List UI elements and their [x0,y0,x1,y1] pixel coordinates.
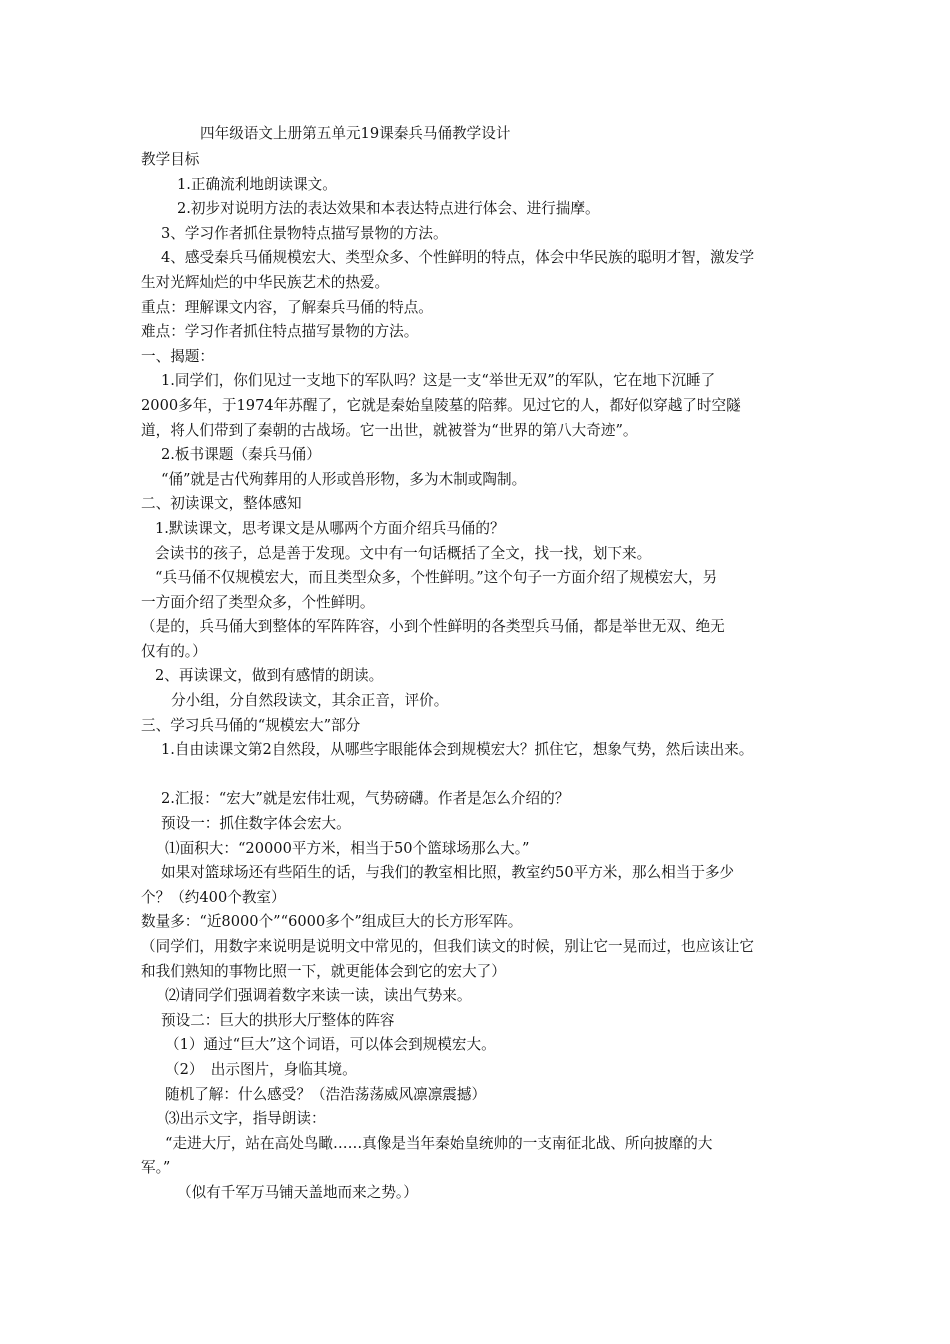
paragraph-line: ⑵请同学们强调着数字来读一读，读出气势来。 [165,987,472,1005]
document-body [141,148,821,1206]
paragraph-line: 4、感受秦兵马俑规模宏大、类型众多、个性鲜明的特点，体会中华民族的聪明才智，激发学 [161,249,755,267]
paragraph-line: （似有千军万马铺天盖地而来之势。） [177,1183,418,1201]
paragraph-line: 仅有的。） [141,642,207,660]
paragraph-line: 一、揭题： [141,347,214,365]
paragraph-line: 2.汇报：“宏大”就是宏伟壮观，气势磅礴。作者是怎么介绍的？ [161,790,570,808]
paragraph-line: ⑴面积大：“20000平方米，相当于50个篮球场那么大。” [165,839,530,857]
paragraph-line: 道，将人们带到了秦朝的古战场。它一出世，就被誉为“世界的第八大奇迹”。 [141,421,638,439]
paragraph-line: 1.同学们，你们见过一支地下的军队吗？这是一支“举世无双”的军队，它在地下沉睡了 [161,372,716,390]
paragraph-line: “兵马俑不仅规模宏大，而且类型众多，个性鲜明。”这个句子一方面介绍了规模宏大，另 [155,569,718,587]
paragraph-line: （1）通过“巨大”这个词语，可以体会到规模宏大。 [165,1036,496,1054]
document-title: 四年级语文上册第五单元19课秦兵马俑教学设计 [200,125,511,142]
paragraph-line: 会读书的孩子，总是善于发现。文中有一句话概括了全文，找一找，划下来。 [155,544,652,562]
paragraph-line: 2.初步对说明方法的表达效果和本表达特点进行体会、进行揣摩。 [177,200,600,218]
paragraph-line: 和我们熟知的事物比照一下，就更能体会到它的宏大了） [141,962,506,980]
paragraph-line: “俑”就是古代殉葬用的人形或兽形物，多为木制或陶制。 [161,470,527,488]
paragraph-line: （是的，兵马俑大到整体的军阵阵容，小到个性鲜明的各类型兵马俑，都是举世无双、绝无 [141,618,725,636]
paragraph-line: 2.板书课题（秦兵马俑） [161,446,321,464]
paragraph-line: 生对光辉灿烂的中华民族艺术的热爱。 [141,273,390,291]
paragraph-line: 预设二：巨大的拱形大厅整体的阵容 [161,1011,395,1029]
paragraph-line [141,763,821,788]
paragraph-line: 如果对篮球场还有些陌生的话，与我们的教室相比照，教室约50平方米，那么相当于多少 [161,864,735,882]
paragraph-line: 1.默读课文，思考课文是从哪两个方面介绍兵马俑的？ [155,519,505,537]
paragraph-line: 教学目标 [141,151,200,168]
paragraph-line: 难点：学习作者抓住特点描写景物的方法。 [141,323,419,341]
paragraph-line: 2000多年，于1974年苏醒了，它就是秦始皇陵墓的陪葬。见过它的人，都好似穿越了时空隧 [141,396,741,414]
paragraph-line: “走进大厅，站在高处鸟瞰……真像是当年秦始皇统帅的一支南征北战、所向披靡的大 [165,1134,713,1152]
paragraph-line: 重点：理解课文内容，了解秦兵马俑的特点。 [141,298,433,316]
paragraph-line: 预设一：抓住数字体会宏大。 [161,815,351,833]
paragraph-line: （2） 出示图片，身临其境。 [165,1060,357,1078]
paragraph-line: 分小组，分自然段读文，其余正音，评价。 [171,692,449,710]
paragraph-line: 1.自由读课文第2自然段，从哪些字眼能体会到规模宏大？抓住它，想象气势，然后读出来。 [161,741,754,759]
paragraph-line: （同学们，用数字来说明是说明文中常见的，但我们读文的时候，别让它一晃而过，也应该让它 [141,938,754,955]
paragraph-line: 数量多：“近8000个”“6000多个”组成巨大的长方形军阵。 [141,913,523,931]
paragraph-line: ⑶出示文字，指导朗读： [165,1110,326,1128]
paragraph-line: 一方面介绍了类型众多，个性鲜明。 [141,593,375,611]
paragraph-line: 1.正确流利地朗读课文。 [177,175,337,193]
paragraph-line: 随机了解：什么感受？（浩浩荡荡威风凛凛震撼） [165,1085,487,1103]
paragraph-line: 军。” [141,1159,171,1177]
paragraph-line: 三、学习兵马俑的“规模宏大”部分 [141,716,361,734]
paragraph-line: 二、初读课文，整体感知 [141,495,302,513]
paragraph-line: 2、再读课文，做到有感情的朗读。 [155,667,384,685]
paragraph-line: 3、学习作者抓住景物特点描写景物的方法。 [161,224,448,242]
paragraph-line: 个？（约400个教室） [141,888,286,906]
